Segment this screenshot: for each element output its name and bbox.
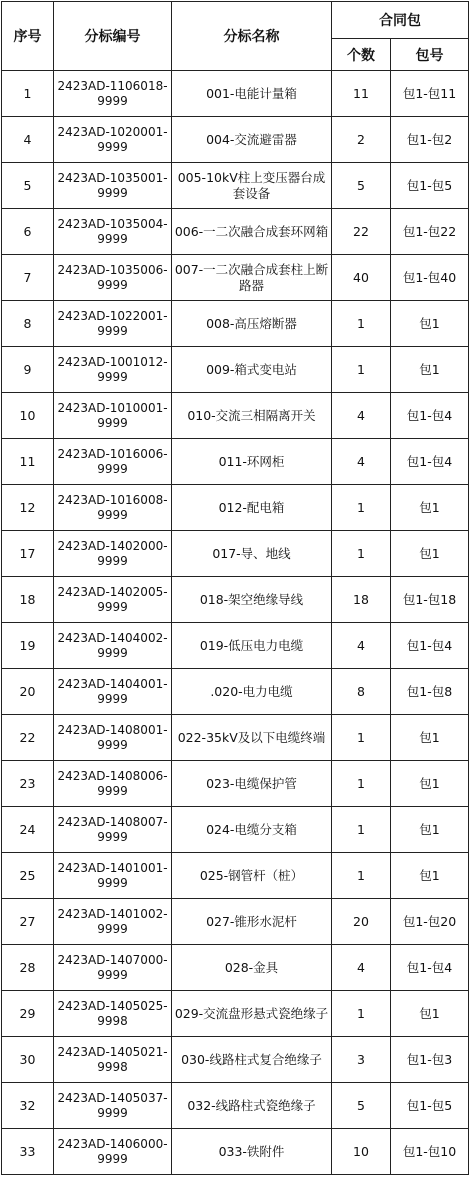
cell-seq: 29: [2, 991, 54, 1037]
cell-seq: 20: [2, 669, 54, 715]
cell-count: 1: [332, 761, 391, 807]
cell-package-no: 包1-包4: [391, 393, 469, 439]
cell-seq: 11: [2, 439, 54, 485]
table-row: [2, 439, 469, 485]
table-row: [2, 669, 469, 715]
cell-seq: 22: [2, 715, 54, 761]
cell-name: 011-环网柜: [172, 439, 332, 485]
cell-seq: 7: [2, 255, 54, 301]
table-row: [2, 301, 469, 347]
tender-lot-table: [1, 1, 469, 1175]
cell-package-no: 包1-包22: [391, 209, 469, 255]
cell-code: 2423AD-1402005-9999: [54, 577, 172, 623]
cell-count: 11: [332, 71, 391, 117]
cell-code: 2423AD-1106018-9999: [54, 71, 172, 117]
table-row: [2, 485, 469, 531]
table-row: [2, 393, 469, 439]
header-name: 分标名称: [172, 2, 332, 71]
cell-package-no: 包1-包4: [391, 623, 469, 669]
cell-name: 001-电能计量箱: [172, 71, 332, 117]
cell-name: 012-配电箱: [172, 485, 332, 531]
table-row: [2, 163, 469, 209]
cell-code: 2423AD-1405025-9998: [54, 991, 172, 1037]
cell-count: 8: [332, 669, 391, 715]
table-row: [2, 255, 469, 301]
cell-seq: 24: [2, 807, 54, 853]
cell-count: 22: [332, 209, 391, 255]
cell-name: 028-金具: [172, 945, 332, 991]
cell-code: 2423AD-1407000-9999: [54, 945, 172, 991]
header-count: 个数: [332, 39, 391, 71]
header-package-no: 包号: [391, 39, 469, 71]
cell-code: 2423AD-1405037-9999: [54, 1083, 172, 1129]
cell-name: 006-一二次融合成套环网箱: [172, 209, 332, 255]
cell-count: 3: [332, 1037, 391, 1083]
table-body: [2, 71, 469, 1175]
cell-code: 2423AD-1406000-9999: [54, 1129, 172, 1175]
cell-seq: 30: [2, 1037, 54, 1083]
table-row: [2, 117, 469, 163]
cell-count: 1: [332, 301, 391, 347]
cell-seq: 1: [2, 71, 54, 117]
table-row: [2, 899, 469, 945]
cell-name: 032-线路柱式瓷绝缘子: [172, 1083, 332, 1129]
cell-name: .020-电力电缆: [172, 669, 332, 715]
cell-name: 025-钢管杆（桩）: [172, 853, 332, 899]
table-row: [2, 945, 469, 991]
cell-seq: 27: [2, 899, 54, 945]
cell-name: 019-低压电力电缆: [172, 623, 332, 669]
cell-code: 2423AD-1401002-9999: [54, 899, 172, 945]
cell-code: 2423AD-1020001-9999: [54, 117, 172, 163]
table-row: [2, 853, 469, 899]
cell-code: 2423AD-1016006-9999: [54, 439, 172, 485]
cell-package-no: 包1: [391, 991, 469, 1037]
table-row: [2, 347, 469, 393]
header-contract-package: 合同包: [332, 2, 469, 39]
cell-seq: 17: [2, 531, 54, 577]
cell-package-no: 包1-包11: [391, 71, 469, 117]
cell-seq: 6: [2, 209, 54, 255]
cell-package-no: 包1-包4: [391, 439, 469, 485]
cell-seq: 10: [2, 393, 54, 439]
cell-seq: 8: [2, 301, 54, 347]
cell-seq: 9: [2, 347, 54, 393]
cell-count: 4: [332, 439, 391, 485]
cell-name: 027-锥形水泥杆: [172, 899, 332, 945]
cell-package-no: 包1-包3: [391, 1037, 469, 1083]
table-row: [2, 209, 469, 255]
cell-code: 2423AD-1035006-9999: [54, 255, 172, 301]
cell-seq: 32: [2, 1083, 54, 1129]
cell-seq: 12: [2, 485, 54, 531]
cell-package-no: 包1-包5: [391, 1083, 469, 1129]
table-header: [2, 2, 469, 71]
cell-package-no: 包1: [391, 715, 469, 761]
cell-count: 4: [332, 945, 391, 991]
cell-package-no: 包1: [391, 761, 469, 807]
cell-name: 022-35kV及以下电缆终端: [172, 715, 332, 761]
cell-code: 2423AD-1022001-9999: [54, 301, 172, 347]
cell-code: 2423AD-1402000-9999: [54, 531, 172, 577]
cell-code: 2423AD-1408007-9999: [54, 807, 172, 853]
table-row: [2, 1083, 469, 1129]
cell-name: 007-一二次融合成套柱上断路器: [172, 255, 332, 301]
cell-package-no: 包1-包40: [391, 255, 469, 301]
table-row: [2, 1129, 469, 1175]
cell-name: 023-电缆保护管: [172, 761, 332, 807]
cell-count: 4: [332, 623, 391, 669]
cell-package-no: 包1: [391, 807, 469, 853]
cell-count: 1: [332, 715, 391, 761]
table-row: [2, 807, 469, 853]
cell-package-no: 包1: [391, 531, 469, 577]
table-row: [2, 991, 469, 1037]
table-row: [2, 761, 469, 807]
cell-seq: 25: [2, 853, 54, 899]
cell-count: 10: [332, 1129, 391, 1175]
cell-package-no: 包1: [391, 485, 469, 531]
table-row: [2, 715, 469, 761]
cell-count: 40: [332, 255, 391, 301]
cell-count: 5: [332, 163, 391, 209]
cell-seq: 18: [2, 577, 54, 623]
cell-code: 2423AD-1035001-9999: [54, 163, 172, 209]
cell-name: 024-电缆分支箱: [172, 807, 332, 853]
cell-name: 017-导、地线: [172, 531, 332, 577]
cell-package-no: 包1-包18: [391, 577, 469, 623]
cell-seq: 5: [2, 163, 54, 209]
table-row: [2, 623, 469, 669]
cell-count: 1: [332, 347, 391, 393]
cell-code: 2423AD-1404002-9999: [54, 623, 172, 669]
cell-seq: 19: [2, 623, 54, 669]
cell-name: 008-高压熔断器: [172, 301, 332, 347]
cell-name: 005-10kV柱上变压器台成套设备: [172, 163, 332, 209]
cell-code: 2423AD-1408006-9999: [54, 761, 172, 807]
cell-code: 2423AD-1010001-9999: [54, 393, 172, 439]
cell-name: 010-交流三相隔离开关: [172, 393, 332, 439]
cell-seq: 28: [2, 945, 54, 991]
cell-code: 2423AD-1404001-9999: [54, 669, 172, 715]
cell-count: 1: [332, 485, 391, 531]
cell-count: 1: [332, 807, 391, 853]
cell-count: 18: [332, 577, 391, 623]
table-row: [2, 71, 469, 117]
cell-count: 4: [332, 393, 391, 439]
table-row: [2, 1037, 469, 1083]
cell-code: 2423AD-1405021-9998: [54, 1037, 172, 1083]
cell-code: 2423AD-1401001-9999: [54, 853, 172, 899]
cell-count: 1: [332, 531, 391, 577]
cell-package-no: 包1: [391, 301, 469, 347]
cell-name: 018-架空绝缘导线: [172, 577, 332, 623]
cell-code: 2423AD-1001012-9999: [54, 347, 172, 393]
cell-name: 030-线路柱式复合绝缘子: [172, 1037, 332, 1083]
cell-code: 2423AD-1408001-9999: [54, 715, 172, 761]
cell-package-no: 包1: [391, 853, 469, 899]
cell-package-no: 包1-包8: [391, 669, 469, 715]
cell-count: 1: [332, 853, 391, 899]
cell-name: 029-交流盘形悬式瓷绝缘子: [172, 991, 332, 1037]
cell-seq: 4: [2, 117, 54, 163]
cell-count: 2: [332, 117, 391, 163]
cell-package-no: 包1-包2: [391, 117, 469, 163]
table-row: [2, 531, 469, 577]
cell-code: 2423AD-1016008-9999: [54, 485, 172, 531]
cell-package-no: 包1-包10: [391, 1129, 469, 1175]
table-row: [2, 577, 469, 623]
header-code: 分标编号: [54, 2, 172, 71]
cell-name: 009-箱式变电站: [172, 347, 332, 393]
cell-count: 5: [332, 1083, 391, 1129]
cell-package-no: 包1-包20: [391, 899, 469, 945]
cell-package-no: 包1-包5: [391, 163, 469, 209]
cell-package-no: 包1: [391, 347, 469, 393]
cell-name: 033-铁附件: [172, 1129, 332, 1175]
cell-count: 20: [332, 899, 391, 945]
cell-seq: 33: [2, 1129, 54, 1175]
cell-code: 2423AD-1035004-9999: [54, 209, 172, 255]
cell-package-no: 包1-包4: [391, 945, 469, 991]
cell-name: 004-交流避雷器: [172, 117, 332, 163]
cell-seq: 23: [2, 761, 54, 807]
cell-count: 1: [332, 991, 391, 1037]
header-seq: 序号: [2, 2, 54, 71]
